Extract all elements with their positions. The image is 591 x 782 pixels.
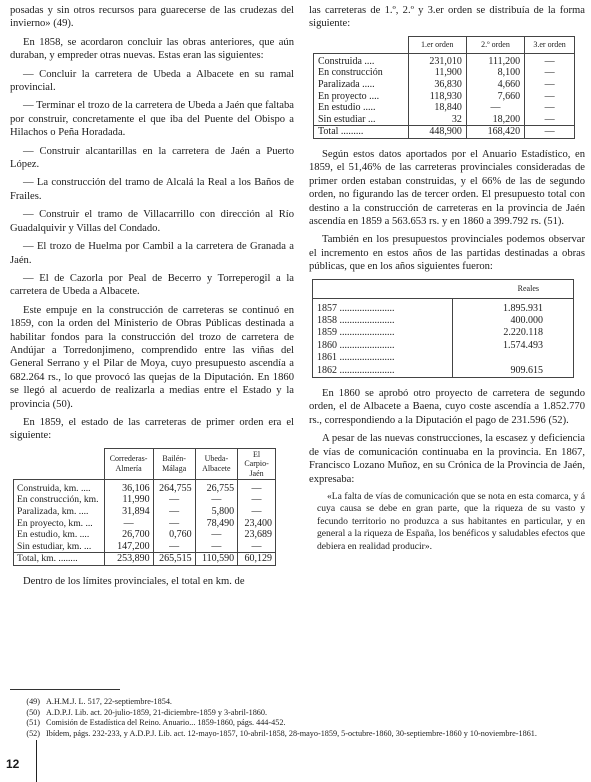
footnote <box>10 697 580 708</box>
table-cell: — <box>195 541 237 553</box>
table-cell: 1.895.931 <box>452 298 573 315</box>
row-label: En estudio, km. .... <box>14 529 105 541</box>
paragraph: posadas y sin otros recursos para guarecerse de las crudezas del invierno» (49). <box>10 5 294 30</box>
footnote-number: (50) <box>26 707 40 717</box>
table-cell: 264,755 <box>153 479 195 494</box>
table-row <box>14 494 276 506</box>
table-cell: 11,990 <box>104 494 153 506</box>
table-header-blank <box>14 448 105 479</box>
table-cell: 4,660 <box>466 79 524 91</box>
table-cell: 110,590 <box>195 553 237 566</box>
table-cell: — <box>525 91 575 103</box>
table-row <box>313 340 574 352</box>
paragraph: En 1859, el estado de las carreteras de primer orden era el siguiente: <box>10 416 294 442</box>
table-cell: 8,100 <box>466 67 524 79</box>
footnote-number: (52) <box>26 728 40 738</box>
footnote-text: Comisión de Estadística del Reino. Anuario... 1859-1860, págs. 444-452. <box>46 718 286 728</box>
table-total-row <box>14 553 276 566</box>
table-header-row <box>314 36 575 53</box>
row-label: Paralizada, km. .... <box>14 506 105 518</box>
table-header: 3.er orden <box>525 36 575 53</box>
footnote-text: A.H.M.J. L. 517, 22-septiembre-1854. <box>46 697 172 706</box>
list-item: — Construir el tramo de Villacarrillo con dirección al Río Guadalquivir y Villas del Condado. <box>10 209 294 234</box>
paragraph: Dentro de los límites provinciales, el total en km. de <box>23 575 245 587</box>
table-cell: 26,700 <box>104 529 153 541</box>
table-cell: 0,760 <box>153 529 195 541</box>
table-cell: 36,830 <box>408 79 466 91</box>
table-cell: — <box>525 67 575 79</box>
table-row <box>14 479 276 494</box>
table-row <box>14 529 276 541</box>
table-cell: — <box>238 494 276 506</box>
table-cell: — <box>153 506 195 518</box>
row-label: 1862 ...................... <box>313 365 453 378</box>
table-row <box>14 506 276 518</box>
roads-by-order-table <box>313 36 575 139</box>
table-cell: 78,490 <box>195 518 237 530</box>
table-row <box>14 518 276 530</box>
row-label: 1858 ...................... <box>313 315 453 327</box>
table-header: 1.er orden <box>408 36 466 53</box>
row-label: Paralizada ..... <box>314 79 409 91</box>
list-item: — Concluir la carretera de Ubeda a Albacete en su ramal provincial. <box>10 68 294 94</box>
table-cell: 23,689 <box>238 529 276 541</box>
table-row <box>314 91 575 103</box>
table-cell: — <box>153 494 195 506</box>
paragraph: En 1860 se aprobó otro proyecto de carretera de segundo orden, el de Albacete a Baena, cuyo coste ascendía a 1.852.770 rs., correspondiendo a la Diputación el pago de 231.596 (52). <box>309 388 585 426</box>
table-row <box>314 102 575 114</box>
footnotes <box>10 697 580 739</box>
footnote-divider <box>10 689 120 690</box>
footnote-number: (49) <box>26 697 40 706</box>
table-cell: 147,200 <box>104 541 153 553</box>
list-item: — El de Cazorla por Peal de Becerro y Torreperogil a la carretera de Ubeda a Albacete. <box>10 272 294 298</box>
paragraph: Este empuje en la construcción de carreteras se continuó en 1859, con la orden del Ministerio de Obras Públicas destinada a habilitar fondos para la construcción del trozo de carretera de Andújar a Torredonjimeno, comprendido entre las viñas del General Serrano y el Pilar de Moya, cuyo presupuesto ascendía a 682.264 rs., lo que provocó las quejas de la Diputación. En 1860 se llegó al acuerdo de realizarla a medias entre el Estado y la provincia (50). <box>10 304 294 410</box>
paragraph: Según estos datos aportados por el Anuario Estadístico, en 1859, el 51,46% de las carreteras provinciales consideradas de primer orden estaban construidas, y el 66% de las de segundo orden, no figurando las de tercer orden. El presupuesto total con destino a la construcción de carreteras en la provincia de Jaén ascendía en 1859 a 563.653 rs. y en 1860 a 399.792 rs. (51). <box>309 148 585 227</box>
table-header: Bailén-Málaga <box>153 448 195 479</box>
table-row <box>313 327 574 339</box>
list-item: — Construir alcantarillas en la carretera de Jaén a Puerto López. <box>10 145 294 171</box>
table-cell: 118,930 <box>408 91 466 103</box>
right-column <box>309 4 585 553</box>
row-label: Sin estudiar, km. ... <box>14 541 105 553</box>
table-row <box>313 352 574 364</box>
table-cell: 26,755 <box>195 479 237 494</box>
block-quote: «La falta de vías de comunicación que se nota en esta comarca, y á cuya causa se debe en gran parte, que la riqueza de su vasto y fecundo territorio no produzca a sus habitantes en particular, y en general a la riqueza de España, los benéficos y saludables efectos que debiera en realidad producir». <box>317 490 585 552</box>
table-header: Ubeda-Albacete <box>195 448 237 479</box>
left-column <box>10 4 294 593</box>
page-number: 12 <box>6 757 20 771</box>
table-cell: — <box>153 518 195 530</box>
table-cell: — <box>525 114 575 126</box>
row-label: 1861 ...................... <box>313 352 453 364</box>
table-row <box>313 298 574 315</box>
table-header: Correderas-Almería <box>104 448 153 479</box>
budget-table <box>312 279 574 378</box>
table-cell: 253,890 <box>104 553 153 566</box>
footnote <box>10 708 580 719</box>
table-cell: 231,010 <box>408 53 466 67</box>
table-cell: — <box>238 506 276 518</box>
footnote <box>10 729 580 740</box>
row-label: En estudio ..... <box>314 102 409 114</box>
table-cell: 32 <box>408 114 466 126</box>
table-cell: — <box>104 518 153 530</box>
table-cell: 23,400 <box>238 518 276 530</box>
row-label: En construcción <box>314 67 409 79</box>
row-label: Construida, km. .... <box>14 479 105 494</box>
table-cell: 111,200 <box>466 53 524 67</box>
table-cell <box>452 352 573 364</box>
table-cell: 18,200 <box>466 114 524 126</box>
table-cell: 11,900 <box>408 67 466 79</box>
table-cell: 2.220.118 <box>452 327 573 339</box>
table-row <box>314 53 575 67</box>
table-header-row <box>14 448 276 479</box>
table-cell: — <box>525 126 575 139</box>
table-cell: — <box>153 541 195 553</box>
table-row <box>313 315 574 327</box>
row-label: Sin estudiar ... <box>314 114 409 126</box>
table-header-blank <box>314 36 409 53</box>
table-cell: 400.000 <box>452 315 573 327</box>
table-header: El Carpio-Jaén <box>238 448 276 479</box>
table-cell: — <box>195 494 237 506</box>
page-number-rule <box>36 740 37 782</box>
table-cell: 909.615 <box>452 365 573 378</box>
paragraph: En 1858, se acordaron concluir las obras anteriores, que aún duraban, y empreder otras nuevas. Estas eran las siguientes: <box>10 36 294 62</box>
table-header: Reales <box>313 279 574 298</box>
list-item: — El trozo de Huelma por Cambil a la carretera de Granada a Jaén. <box>10 241 294 266</box>
table-total-row <box>314 126 575 139</box>
table-cell: — <box>238 541 276 553</box>
table-cell: 7,660 <box>466 91 524 103</box>
row-label: 1857 ...................... <box>313 298 453 315</box>
table-cell: 448,900 <box>408 126 466 139</box>
table-cell: — <box>525 79 575 91</box>
footnote <box>10 718 580 729</box>
table-header-row <box>313 279 574 298</box>
table-cell: 36,106 <box>104 479 153 494</box>
list-item: — Terminar el trozo de la carretera de Ubeda a Jaén que faltaba por construir, concretamente el que iba del Puente del Obispo a Hilachos o Peña Horadada. <box>10 100 294 139</box>
table-cell: — <box>466 102 524 114</box>
row-label: Total ......... <box>314 126 409 139</box>
table-header: 2.º orden <box>466 36 524 53</box>
table-row <box>313 365 574 378</box>
table-row <box>14 541 276 553</box>
table-cell: — <box>238 479 276 494</box>
table-cell: 5,800 <box>195 506 237 518</box>
row-label: En proyecto .... <box>314 91 409 103</box>
row-label: 1860 ...................... <box>313 340 453 352</box>
footnote-text: Ibídem, págs. 232-233, y A.D.P.J. Lib. act. 12-mayo-1857, 10-abril-1858, 28-mayo-1859, 5-octubre-1860, 30-septiembre-1860 y 10-noviembre-1861. <box>46 728 537 738</box>
list-item: — La construcción del tramo de Alcalá la Real a los Baños de Frailes. <box>10 177 294 202</box>
table-cell: — <box>525 102 575 114</box>
footnote-text: A.D.P.J. Lib. act. 20-julio-1859, 21-diciembre-1859 y 3-abril-1860. <box>46 707 268 717</box>
row-label: En construcción, km. <box>14 494 105 506</box>
roads-first-order-table <box>13 448 276 566</box>
table-cell: 1.574.493 <box>452 340 573 352</box>
table-cell: 18,840 <box>408 102 466 114</box>
table-cell: 168,420 <box>466 126 524 139</box>
row-label: Total, km. ........ <box>14 553 105 566</box>
table-cell: 265,515 <box>153 553 195 566</box>
row-label: Construida .... <box>314 53 409 67</box>
row-label: En proyecto, km. ... <box>14 518 105 530</box>
paragraph: También en los presupuestos provinciales podemos observar el incremento en estos años de las partidas destinadas a obras públicas, que en los años siguientes fueron: <box>309 234 585 273</box>
table-cell: 60,129 <box>238 553 276 566</box>
footnote-number: (51) <box>26 718 40 728</box>
table-row <box>314 79 575 91</box>
table-cell: — <box>525 53 575 67</box>
table-row <box>314 114 575 126</box>
table-cell: — <box>195 529 237 541</box>
table-row <box>314 67 575 79</box>
paragraph: las carreteras de 1.º, 2.º y 3.er orden se distribuía de la forma siguiente: <box>309 5 585 30</box>
table-cell: 31,894 <box>104 506 153 518</box>
paragraph: A pesar de las nuevas construcciones, la escasez y deficiencia de vías de comunicación continuaba en la provincia. En 1867, Francisco Lozano Muñoz, en su Crónica de la Provincia de Jaén, expresaba: <box>309 433 585 485</box>
row-label: 1859 ...................... <box>313 327 453 339</box>
